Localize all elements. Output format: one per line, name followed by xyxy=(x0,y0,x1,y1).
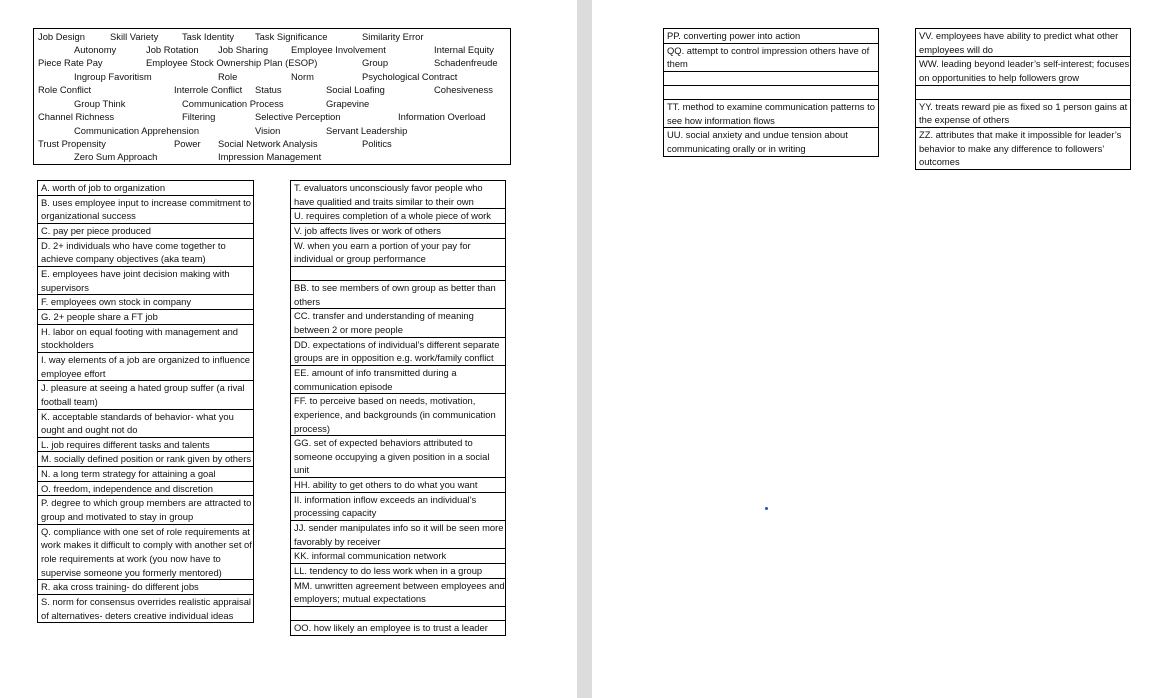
definition-cell: FF. to perceive based on needs, motivation, experience, and backgrounds (in communication process) xyxy=(291,394,505,436)
word-bank-term: Zero Sum Approach xyxy=(74,151,158,162)
definition-cell: HH. ability to get others to do what you want xyxy=(291,478,505,493)
definition-cell: M. socially defined position or rank given by others xyxy=(38,452,253,467)
definitions-column-d xyxy=(915,28,1131,170)
definition-blank-cell xyxy=(916,86,1130,100)
definition-cell: I. way elements of a job are organized to influence employee effort xyxy=(38,353,253,381)
definition-cell: DD. expectations of individual’s different separate groups are in opposition e.g. work/family conflict xyxy=(291,338,505,366)
definition-cell: K. acceptable standards of behavior- what you ought and ought not do xyxy=(38,410,253,438)
definitions-column-b xyxy=(290,180,506,636)
definition-cell: MM. unwritten agreement between employees and employers; mutual expectations xyxy=(291,579,505,607)
word-bank-term: Grapevine xyxy=(326,98,370,109)
definition-blank-cell xyxy=(291,607,505,621)
word-bank-term: Role Conflict xyxy=(38,84,92,95)
definition-cell: W. when you earn a portion of your pay for individual or group performance xyxy=(291,239,505,267)
word-bank-term: Channel Richness xyxy=(38,111,115,122)
definition-cell: L. job requires different tasks and talents xyxy=(38,438,253,453)
word-bank-term: Employee Involvement xyxy=(291,44,386,55)
definition-cell: A. worth of job to organization xyxy=(38,181,253,196)
definition-blank-cell xyxy=(664,86,878,100)
definition-cell: J. pleasure at seeing a hated group suffer (a rival football team) xyxy=(38,381,253,409)
definition-cell: S. norm for consensus overrides realistic appraisal of alternatives- deters creative individual ideas xyxy=(41,596,251,621)
definition-cell: B. uses employee input to increase commitment to organizational success xyxy=(38,196,253,224)
word-bank-term: Job Rotation xyxy=(146,44,199,55)
word-bank-term: Task Identity xyxy=(182,31,235,42)
word-bank-term: Skill Variety xyxy=(110,31,159,42)
word-bank-term: Internal Equity xyxy=(434,44,494,55)
definition-cell: YY. treats reward pie as fixed so 1 person gains at the expense of others xyxy=(916,100,1130,128)
definition-blank-cell xyxy=(664,72,878,86)
definition-cell: Q. compliance with one set of role requirements at work makes it difficult to comply with another set of role requirements at work (you now have to supervise someone you formerly mentored) xyxy=(38,525,253,581)
word-bank-term: Impression Management xyxy=(218,151,322,162)
definition-cell: P. degree to which group members are attracted to group and motivated to stay in group xyxy=(38,496,253,524)
definition-cell: R. aka cross training- do different jobs xyxy=(38,580,253,595)
word-bank-term: Trust Propensity xyxy=(38,138,106,149)
word-bank-term: Social Loafing xyxy=(326,84,385,95)
word-bank-term: Politics xyxy=(362,138,392,149)
word-bank-term: Similarity Error xyxy=(362,31,424,42)
word-bank-term: Power xyxy=(174,138,201,149)
definition-blank-cell xyxy=(291,267,505,281)
word-bank-term: Social Network Analysis xyxy=(218,138,318,149)
word-bank-term: Schadenfreude xyxy=(434,57,498,68)
word-bank-term: Information Overload xyxy=(398,111,486,122)
word-bank-term: Piece Rate Pay xyxy=(38,57,103,68)
word-bank-term: Group Think xyxy=(74,98,126,109)
definition-cell: V. job affects lives or work of others xyxy=(291,224,505,239)
word-bank-term: Interrole Conflict xyxy=(174,84,243,95)
definition-cell: ZZ. attributes that make it impossible for leader’s behavior to make any difference to followers’ outcomes xyxy=(919,128,1122,168)
definition-cell: OO. how likely an employee is to trust a leader xyxy=(294,622,488,634)
word-bank-term: Communication Process xyxy=(182,98,284,109)
word-bank-term: Task Significance xyxy=(255,31,328,42)
definition-cell: EE. amount of info transmitted during a communication episode xyxy=(291,366,505,394)
word-bank-box xyxy=(33,28,511,165)
definition-cell: D. 2+ individuals who have come together to achieve company objectives (aka team) xyxy=(38,239,253,267)
word-bank-term: Group xyxy=(362,57,389,68)
word-bank-term: Ingroup Favoritism xyxy=(74,71,152,82)
word-bank-term: Servant Leadership xyxy=(326,125,408,136)
page-gutter xyxy=(577,0,592,698)
word-bank-term: Norm xyxy=(291,71,314,82)
definitions-column-a xyxy=(37,180,254,623)
definition-cell: N. a long term strategy for attaining a goal xyxy=(38,467,253,482)
definition-cell: WW. leading beyond leader’s self-interest; focuses on opportunities to help followers grow xyxy=(916,57,1130,85)
definition-cell: TT. method to examine communication patterns to see how information flows xyxy=(664,100,878,128)
definition-cell: CC. transfer and understanding of meaning between 2 or more people xyxy=(291,309,505,337)
definition-cell: E. employees have joint decision making with supervisors xyxy=(38,267,253,295)
definition-cell: F. employees own stock in company xyxy=(38,295,253,310)
definition-cell: GG. set of expected behaviors attributed to someone occupying a given position in a social unit xyxy=(291,436,505,478)
definition-cell: T. evaluators unconsciously favor people who have qualitied and traits similar to their own xyxy=(291,181,505,209)
definition-cell: PP. converting power into action xyxy=(664,29,878,44)
word-bank-term: Filtering xyxy=(182,111,216,122)
definition-cell: KK. informal communication network xyxy=(291,549,505,564)
word-bank-term: Employee Stock Ownership Plan (ESOP) xyxy=(146,57,318,68)
word-bank-term: Job Design xyxy=(38,31,85,42)
word-bank-term: Job Sharing xyxy=(218,44,269,55)
definition-cell: LL. tendency to do less work when in a group xyxy=(291,564,505,579)
definition-cell: O. freedom, independence and discretion xyxy=(38,482,253,497)
word-bank-term: Role xyxy=(218,71,238,82)
definition-cell: JJ. sender manipulates info so it will be seen more favorably by receiver xyxy=(291,521,505,549)
definition-cell: VV. employees have ability to predict what other employees will do xyxy=(916,29,1130,57)
definition-cell: UU. social anxiety and undue tension about communicating orally or in writing xyxy=(667,129,848,154)
word-bank-term: Communication Apprehension xyxy=(74,125,200,136)
definition-cell: BB. to see members of own group as better than others xyxy=(291,281,505,309)
definition-cell: U. requires completion of a whole piece of work xyxy=(291,209,505,224)
definition-cell: QQ. attempt to control impression others have of them xyxy=(664,44,878,72)
stray-dot-mark xyxy=(765,507,768,510)
word-bank-term: Cohesiveness xyxy=(434,84,493,95)
word-bank-term: Autonomy xyxy=(74,44,117,55)
definitions-column-c xyxy=(663,28,879,157)
word-bank-term: Psychological Contract xyxy=(362,71,458,82)
word-bank-term: Selective Perception xyxy=(255,111,341,122)
word-bank-term: Vision xyxy=(255,125,281,136)
definition-cell: II. information inflow exceeds an individual’s processing capacity xyxy=(291,493,505,521)
definition-cell: C. pay per piece produced xyxy=(38,224,253,239)
definition-cell: H. labor on equal footing with management and stockholders xyxy=(38,325,253,353)
word-bank-term: Status xyxy=(255,84,282,95)
definition-cell: G. 2+ people share a FT job xyxy=(38,310,253,325)
